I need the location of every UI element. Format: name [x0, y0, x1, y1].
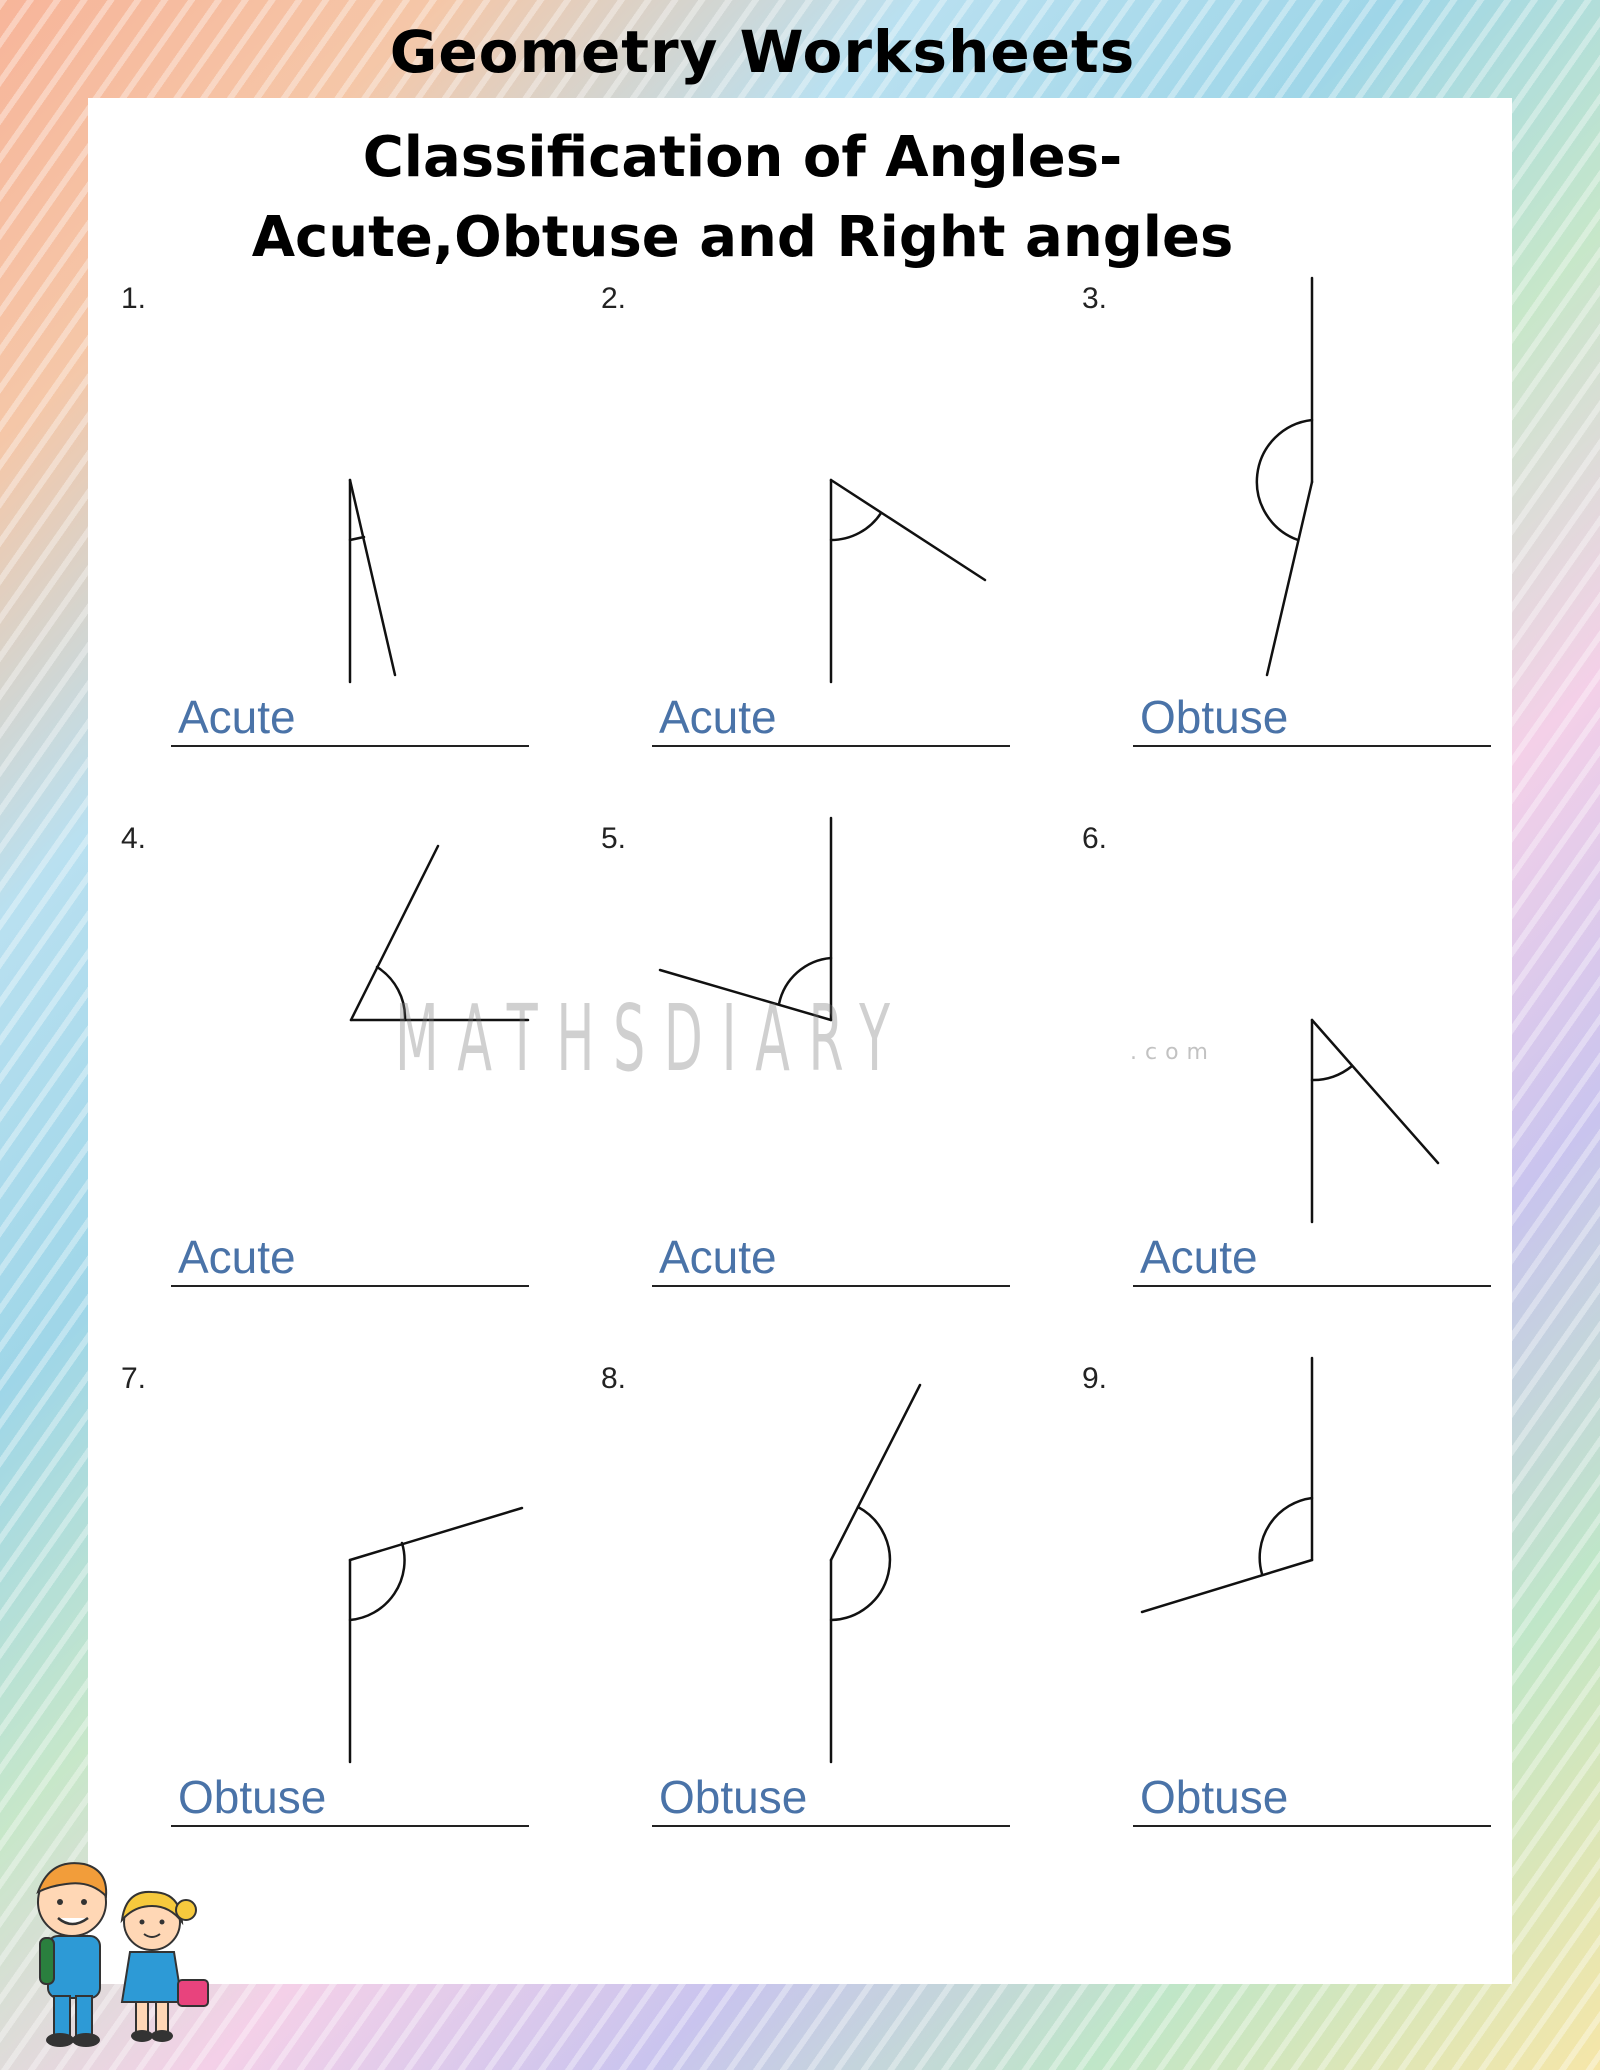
answer-text: Acute [178, 1231, 296, 1283]
question-number: 6. [1082, 822, 1108, 855]
angle-figure-6 [1312, 1020, 1438, 1222]
answer-text: Acute [178, 691, 296, 743]
answer-text: Acute [1140, 1231, 1258, 1283]
answer-text: Obtuse [178, 1771, 327, 1823]
question-number: 1. [121, 282, 147, 315]
angle-figure-2 [831, 480, 985, 682]
question-number: 4. [121, 822, 147, 855]
girl-figure [122, 1892, 208, 2042]
question-number: 5. [601, 822, 627, 855]
angle-figure-1 [350, 480, 395, 682]
answer-text: Obtuse [1140, 1771, 1289, 1823]
question-number: 3. [1082, 282, 1108, 315]
answer-text: Obtuse [659, 1771, 808, 1823]
answer-text: Acute [659, 1231, 777, 1283]
worksheet-title-line1: Classification of Angles- [362, 125, 1123, 190]
boy-figure [38, 1863, 106, 2047]
watermark: MATHSDIARY [395, 985, 909, 1092]
question-number: 7. [121, 1362, 147, 1395]
answer-text: Acute [659, 691, 777, 743]
watermark-suffix: .com [1130, 1040, 1216, 1065]
question-number: 8. [601, 1362, 627, 1395]
question-number: 9. [1082, 1362, 1108, 1395]
angle-figure-9 [1142, 1358, 1312, 1612]
angle-figure-3 [1257, 278, 1312, 675]
question-number: 2. [601, 282, 627, 315]
page-header-title: Geometry Worksheets [389, 18, 1136, 86]
answer-text: Obtuse [1140, 691, 1289, 743]
worksheet-title-line2: Acute,Obtuse and Right angles [251, 205, 1234, 270]
angle-figure-8 [831, 1385, 920, 1762]
angle-figure-7 [350, 1508, 522, 1762]
kids-illustration [10, 1840, 230, 2055]
